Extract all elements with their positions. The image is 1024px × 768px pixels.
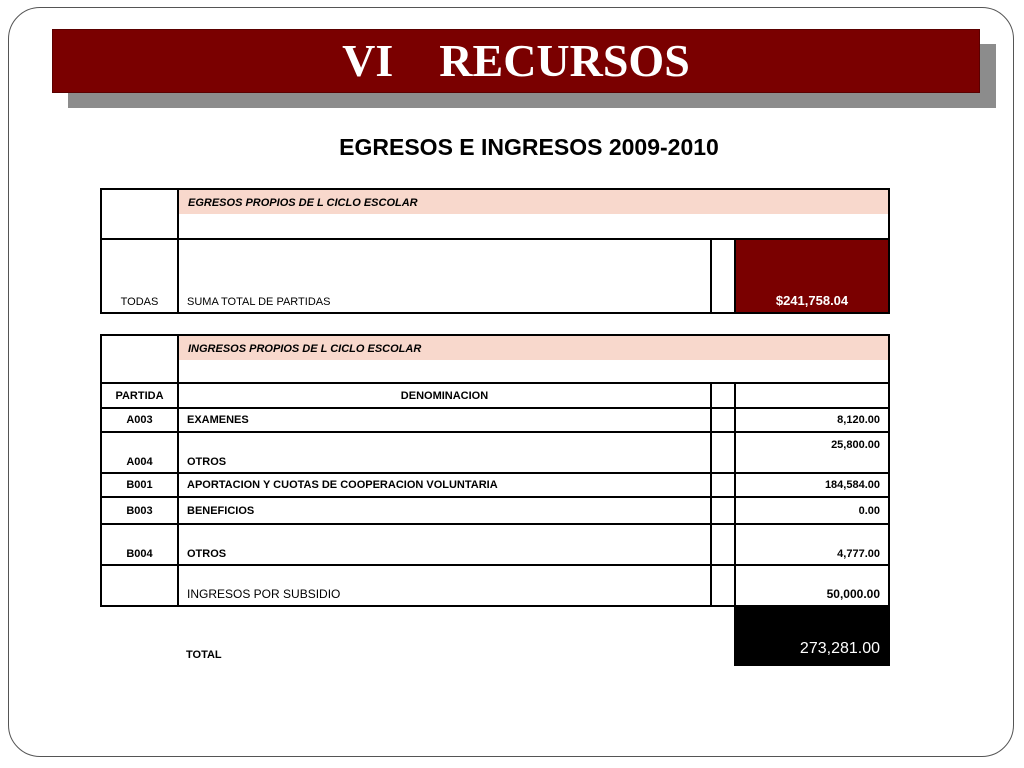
table-row xyxy=(101,432,889,473)
egresos-header-row xyxy=(101,189,889,239)
row-partida: A003 xyxy=(101,408,178,432)
col-header-denominacion: DENOMINACION xyxy=(178,383,711,408)
slide-subtitle: EGRESOS E INGRESOS 2009-2010 xyxy=(339,134,719,160)
egresos-partida: TODAS xyxy=(101,239,178,313)
egresos-spacer-cell xyxy=(711,239,735,313)
subsidio-partida xyxy=(101,565,178,606)
row-spacer xyxy=(711,473,735,497)
col-header-importe xyxy=(735,383,889,408)
egresos-total-row xyxy=(101,239,889,313)
row-partida: A004 xyxy=(101,432,178,473)
row-partida: B004 xyxy=(101,524,178,565)
egresos-table xyxy=(100,188,890,314)
egresos-header-blank xyxy=(101,189,178,239)
ingresos-column-headers xyxy=(101,383,889,408)
row-importe: 0.00 xyxy=(735,497,889,524)
row-denominacion: OTROS xyxy=(178,524,711,565)
row-importe: 25,800.00 xyxy=(735,432,889,473)
egresos-header-cell xyxy=(178,189,889,239)
row-spacer xyxy=(711,408,735,432)
ingresos-table xyxy=(100,334,890,666)
row-denominacion: EXAMENES xyxy=(178,408,711,432)
subsidio-label: INGRESOS POR SUBSIDIO xyxy=(178,565,711,606)
table-row xyxy=(101,408,889,432)
row-importe: 4,777.00 xyxy=(735,524,889,565)
ingresos-header-blank xyxy=(101,335,178,383)
ingresos-header-label: INGRESOS PROPIOS DE L CICLO ESCOLAR xyxy=(179,336,888,360)
row-partida: B003 xyxy=(101,497,178,524)
slide-title: VI RECURSOS xyxy=(342,35,690,86)
total-spacer xyxy=(711,606,735,665)
row-denominacion: BENEFICIOS xyxy=(178,497,711,524)
row-denominacion: APORTACION Y CUOTAS DE COOPERACION VOLUNTARIA xyxy=(178,473,711,497)
subsidio-row xyxy=(101,565,889,606)
row-partida: B001 xyxy=(101,473,178,497)
total-label: TOTAL xyxy=(186,649,222,661)
col-header-partida: PARTIDA xyxy=(101,383,178,408)
egresos-denominacion: SUMA TOTAL DE PARTIDAS xyxy=(178,239,711,313)
row-spacer xyxy=(711,524,735,565)
subsidio-spacer xyxy=(711,565,735,606)
col-header-spacer xyxy=(711,383,735,408)
total-importe: 273,281.00 xyxy=(735,606,889,665)
table-row xyxy=(101,524,889,565)
total-row xyxy=(101,606,889,665)
row-importe: 184,584.00 xyxy=(735,473,889,497)
row-denominacion: OTROS xyxy=(178,432,711,473)
ingresos-header-row xyxy=(101,335,889,383)
egresos-importe: $241,758.04 xyxy=(735,239,889,313)
row-spacer xyxy=(711,497,735,524)
title-bar xyxy=(52,29,980,93)
egresos-header-label: EGRESOS PROPIOS DE L CICLO ESCOLAR xyxy=(179,190,888,214)
row-spacer xyxy=(711,432,735,473)
table-row xyxy=(101,473,889,497)
subsidio-importe: 50,000.00 xyxy=(735,565,889,606)
row-importe: 8,120.00 xyxy=(735,408,889,432)
ingresos-header-cell xyxy=(178,335,889,383)
total-blank xyxy=(101,606,178,665)
table-row xyxy=(101,497,889,524)
